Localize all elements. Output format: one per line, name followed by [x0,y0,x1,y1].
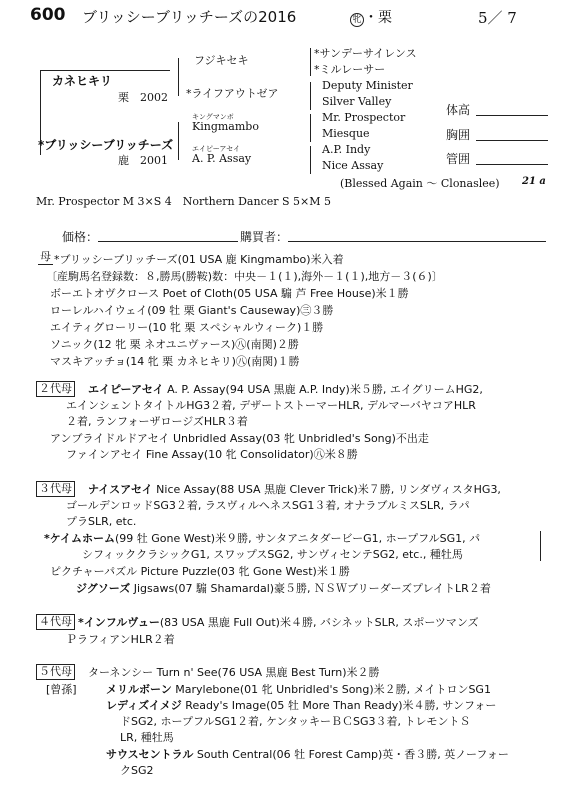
ancestor: Miesque [322,127,370,140]
dam-line: ソニック(12 牝 栗 ネオユニヴァース)㊇(南関)２勝 [50,338,299,351]
second-dam-section [36,381,75,397]
dam-name: *ブリッシーブリッチーズ [38,138,174,152]
fifth-dam-item-name: メリルボーン [106,683,172,696]
great-grandchild-tag: [曾孫] [46,683,77,696]
fifth-dam-item: ドSG2, ホープフルSG1２着, ケンタッキーＢＣSG3３着, トレモントＳ [120,715,471,728]
coat-color: ・栗 [364,10,392,26]
buyer-field[interactable] [288,241,546,242]
fourth-dam-line [78,614,479,630]
sex-color [350,7,392,27]
cannon-field[interactable] [476,164,548,165]
third-dam-sub-name: *ケイムホーム [44,532,115,545]
bracket-line [310,146,311,174]
fifth-dam-tag: ５代母 [36,664,75,680]
bracket-line [310,48,311,76]
ancestor: Mr. Prospector [322,111,406,124]
dam-sire-ruby: キングマンボ [192,113,234,121]
fifth-dam-item-text: Marylebone(01 牝 Unbridled's Song)米２勝, メイトロンSG1 [171,683,491,696]
ancestor: Deputy Minister [322,79,413,92]
bracket-line [310,82,311,110]
dam-dam-ruby: エイピーアセイ [192,145,241,153]
third-dam-sub-text: (99 牡 Gone West)米９勝, サンタアニタダービーG1, ホープフルSG1, パ [114,532,481,545]
fourth-dam-name: *インフルヴュー [78,616,160,629]
third-dam-gs-text: Jigsaws(07 騸 Shamardal)豪５勝, ＮＳＷブリーダーズプレイトLR２着 [130,582,491,595]
dam-line: ローレルハイウェイ(09 牡 栗 Giant's Causeway)㊂３勝 [50,304,334,317]
fifth-dam-item-text: South Central(06 牡 Forest Camp)英・香３勝, 英ノーフォー [193,748,509,761]
third-dam-gs-line [76,580,491,596]
dam-line: ボーエトオヴクロース Poet of Cloth(05 USA 騸 芦 Free House)米１勝 [50,287,409,300]
bracket-line [178,122,179,160]
fifth-dam-section [36,664,75,680]
ancestor: Nice Assay [322,159,384,172]
buyer-label: 購買者： [240,230,289,244]
third-dam-section [36,481,75,497]
second-dam-line: エインシェントタイトルHG3２着, デザートストーマーHLR, デルマーバヤコアHLR [66,399,476,412]
sire-color-year: 栗 2002 [118,91,168,104]
dam-line: エイティグローリー(10 牝 栗 スペシャルウィーク)１勝 [50,321,324,334]
fifth-dam-item [106,746,509,762]
price-field[interactable] [98,241,238,242]
height-label: 体高 [446,103,471,117]
fourth-dam-text: (83 USA 黒鹿 Full Out)米４勝, バシネットSLR, スポーツマンズ [159,616,479,629]
bracket-line [310,114,311,142]
third-dam-sub-line [44,530,480,546]
page-number: 5／ 7 [478,9,517,27]
girth-label: 胸囲 [446,128,471,142]
ancestor: *サンデーサイレンス [314,47,417,60]
lot-number: 600 [30,5,66,25]
ancestor: *ミルレーサー [314,63,386,76]
dam-line: 〔産駒馬名登録数：８,勝馬(勝鞍)数：中央－１(１),海外－１(１),地方－３(６)〕 [46,270,443,283]
dam-line: *ブリッシーブリッチーズ(01 USA 鹿 Kingmambo)米入着 [54,253,344,266]
bracket-line [178,58,179,96]
third-dam-line: プラSLR, etc. [66,515,137,528]
dam-sire: Kingmambo [192,120,259,133]
fifth-dam-item [106,681,491,697]
fourth-dam-section [36,614,75,630]
fifth-dam-item: クSG2 [120,764,154,777]
height-field[interactable] [476,115,548,116]
third-dam-text: Nice Assay(88 USA 黒鹿 Clever Trick)米７勝, リンダヴィスタHG3, [152,483,501,496]
fourth-dam-line: ＰラフィアンHLR２着 [66,633,175,646]
dam-dam: A. P. Assay [192,152,252,165]
fifth-dam-item [106,697,496,713]
third-dam-line [88,481,501,497]
dam-tag: 母 [40,250,51,263]
ancestor: Silver Valley [322,95,392,108]
fifth-dam-item-name: サウスセントラル [106,748,194,761]
sex-icon: 牝 [350,13,364,27]
fifth-dam-line: ターネンシー Turn n' See(76 USA 黒鹿 Best Turn)米２勝 [88,666,380,679]
inbreeding: Mr. Prospector M 3×S 4 Northern Dancer S 5×M 5 [36,195,332,208]
page-title: ブリッシーブリッチーズの2016 [82,8,297,26]
third-dam-tag: ３代母 [36,481,75,497]
second-dam-line: ２着, ランフォーザロージズHLR３着 [66,415,248,428]
dam-line: マスキアッチョ(14 牝 栗 カネヒキリ)㊇(南関)１勝 [50,355,300,368]
family-note: (Blessed Again ～ Clonaslee) [340,177,500,190]
price-label: 価格： [62,230,99,244]
family-number: 21 a [522,176,546,187]
sire-dam: *ライフアウトゼア [186,87,279,100]
fifth-dam-item: LR, 種牡馬 [120,731,174,744]
third-dam-line: ピクチャーパズル Picture Puzzle(03 牝 Gone West)米１勝 [50,565,350,578]
fifth-dam-item-name: レディズイメジ [106,699,182,712]
second-dam-tag: ２代母 [36,381,75,397]
third-dam-gs-name: ジグソーズ [76,582,131,595]
ancestor: A.P. Indy [322,143,371,156]
sire-name: カネヒキリ [52,74,113,88]
dam-color-year: 鹿 2001 [118,154,168,167]
second-dam-text: A. P. Assay(94 USA 黒鹿 A.P. Indy)米５勝, エイグリームHG2, [163,383,483,396]
third-dam-line: ゴールデンロッドSG3２着, ラスヴィルヘネスSG1３着, オナラブルミスSLR, ラパ [66,499,470,512]
fifth-dam-item-text: Ready's Image(05 牡 More Than Ready)米４勝, サンフォー [181,699,497,712]
bracket-line [40,70,170,71]
girth-field[interactable] [476,140,548,141]
second-dam-name: エイピーアセイ [88,383,164,396]
sire-sire: フジキセキ [194,54,249,67]
dam-section [38,250,53,265]
second-dam-line: アンブライドルドアセイ Unbridled Assay(03 牝 Unbridled's Song)不出走 [50,432,429,445]
fourth-dam-tag: ４代母 [36,614,75,630]
third-dam-name: ナイスアセイ [88,483,153,496]
second-dam-line: ファインアセイ Fine Assay(10 牝 Consolidator)㊇米８勝 [66,448,358,461]
bracket-line [540,531,541,561]
cannon-label: 管囲 [446,152,471,166]
second-dam-line [88,381,483,397]
third-dam-sub-line: シフィッククラシックG1, スワップスSG2, サンヴィセンテSG2, etc., 種牡馬 [82,548,463,561]
